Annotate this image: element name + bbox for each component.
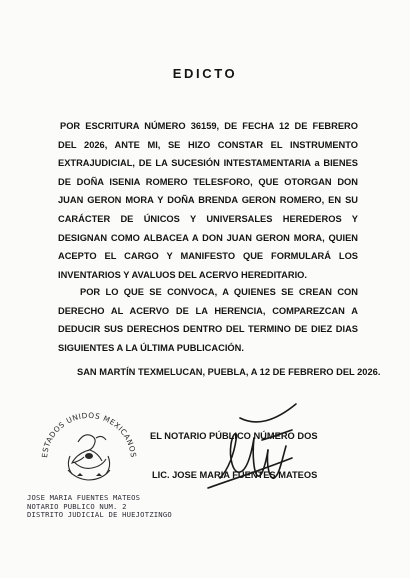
mexican-coat-of-arms-seal-icon (30, 400, 145, 492)
paragraph-summons: POR LO QUE SE CONVOCA, A QUIENES SE CREAN CON DERECHO AL ACERVO DE LA HERENCIA, COMPAREZCAN A DEDUCIR SUS DERECHOS DENTRO DEL TERMINO DE DIEZ DIAS SIGUIENTES A LA ÚLTIMA PUBLICACIÓN. (58, 287, 358, 353)
notary-name: LIC. JOSE MARIA FUENTES MATEOS (152, 470, 318, 480)
document-title: EDICTO (172, 66, 238, 81)
stamp-line-office: NOTARIO PUBLICO NUM. 2 (27, 501, 127, 511)
place-date: SAN MARTÍN TEXMELUCAN, PUEBLA, A 12 DE FEBRERO DEL 2026. (77, 367, 381, 377)
paragraph-deed: POR ESCRITURA NÚMERO 36159, DE FECHA 12 DE FEBRERO DEL 2026, ANTE MI, SE HIZO CONSTAR EL INSTRUMENTO EXTRAJUDICIAL, DE LA SUCESIÓN INTESTAMENTARIA a BIENES DE DOÑA ISENIA ROMERO TELESFORO, QUE OTORGAN DON JUAN GERON MORA Y DOÑA BRENDA GERON ROMERO, EN SU CARÁCTER DE ÚNICOS Y UNIVERSALES HEREDEROS Y DESIGNAN COMO ALBACEA A DON JUAN GERON MORA, QUIEN ACEPTO EL CARGO Y MANIFESTO QUE FORMULARÁ LOS INVENTARIOS Y AVALUOS DEL ACERVO HEREDITARIO. (58, 121, 358, 280)
notary-stamp (27, 494, 172, 520)
stamp-line-name: JOSE MARIA FUENTES MATEOS (27, 493, 141, 502)
seal-ring-text: ESTADOS UNIDOS MEXICANOS (40, 410, 138, 459)
handwritten-signature-icon (200, 400, 310, 500)
notary-title: EL NOTARIO PÚBLICO NÚMERO DOS (150, 431, 318, 441)
stamp-line-district: DISTRITO JUDICIAL DE HUEJOTZINGO (27, 510, 172, 520)
